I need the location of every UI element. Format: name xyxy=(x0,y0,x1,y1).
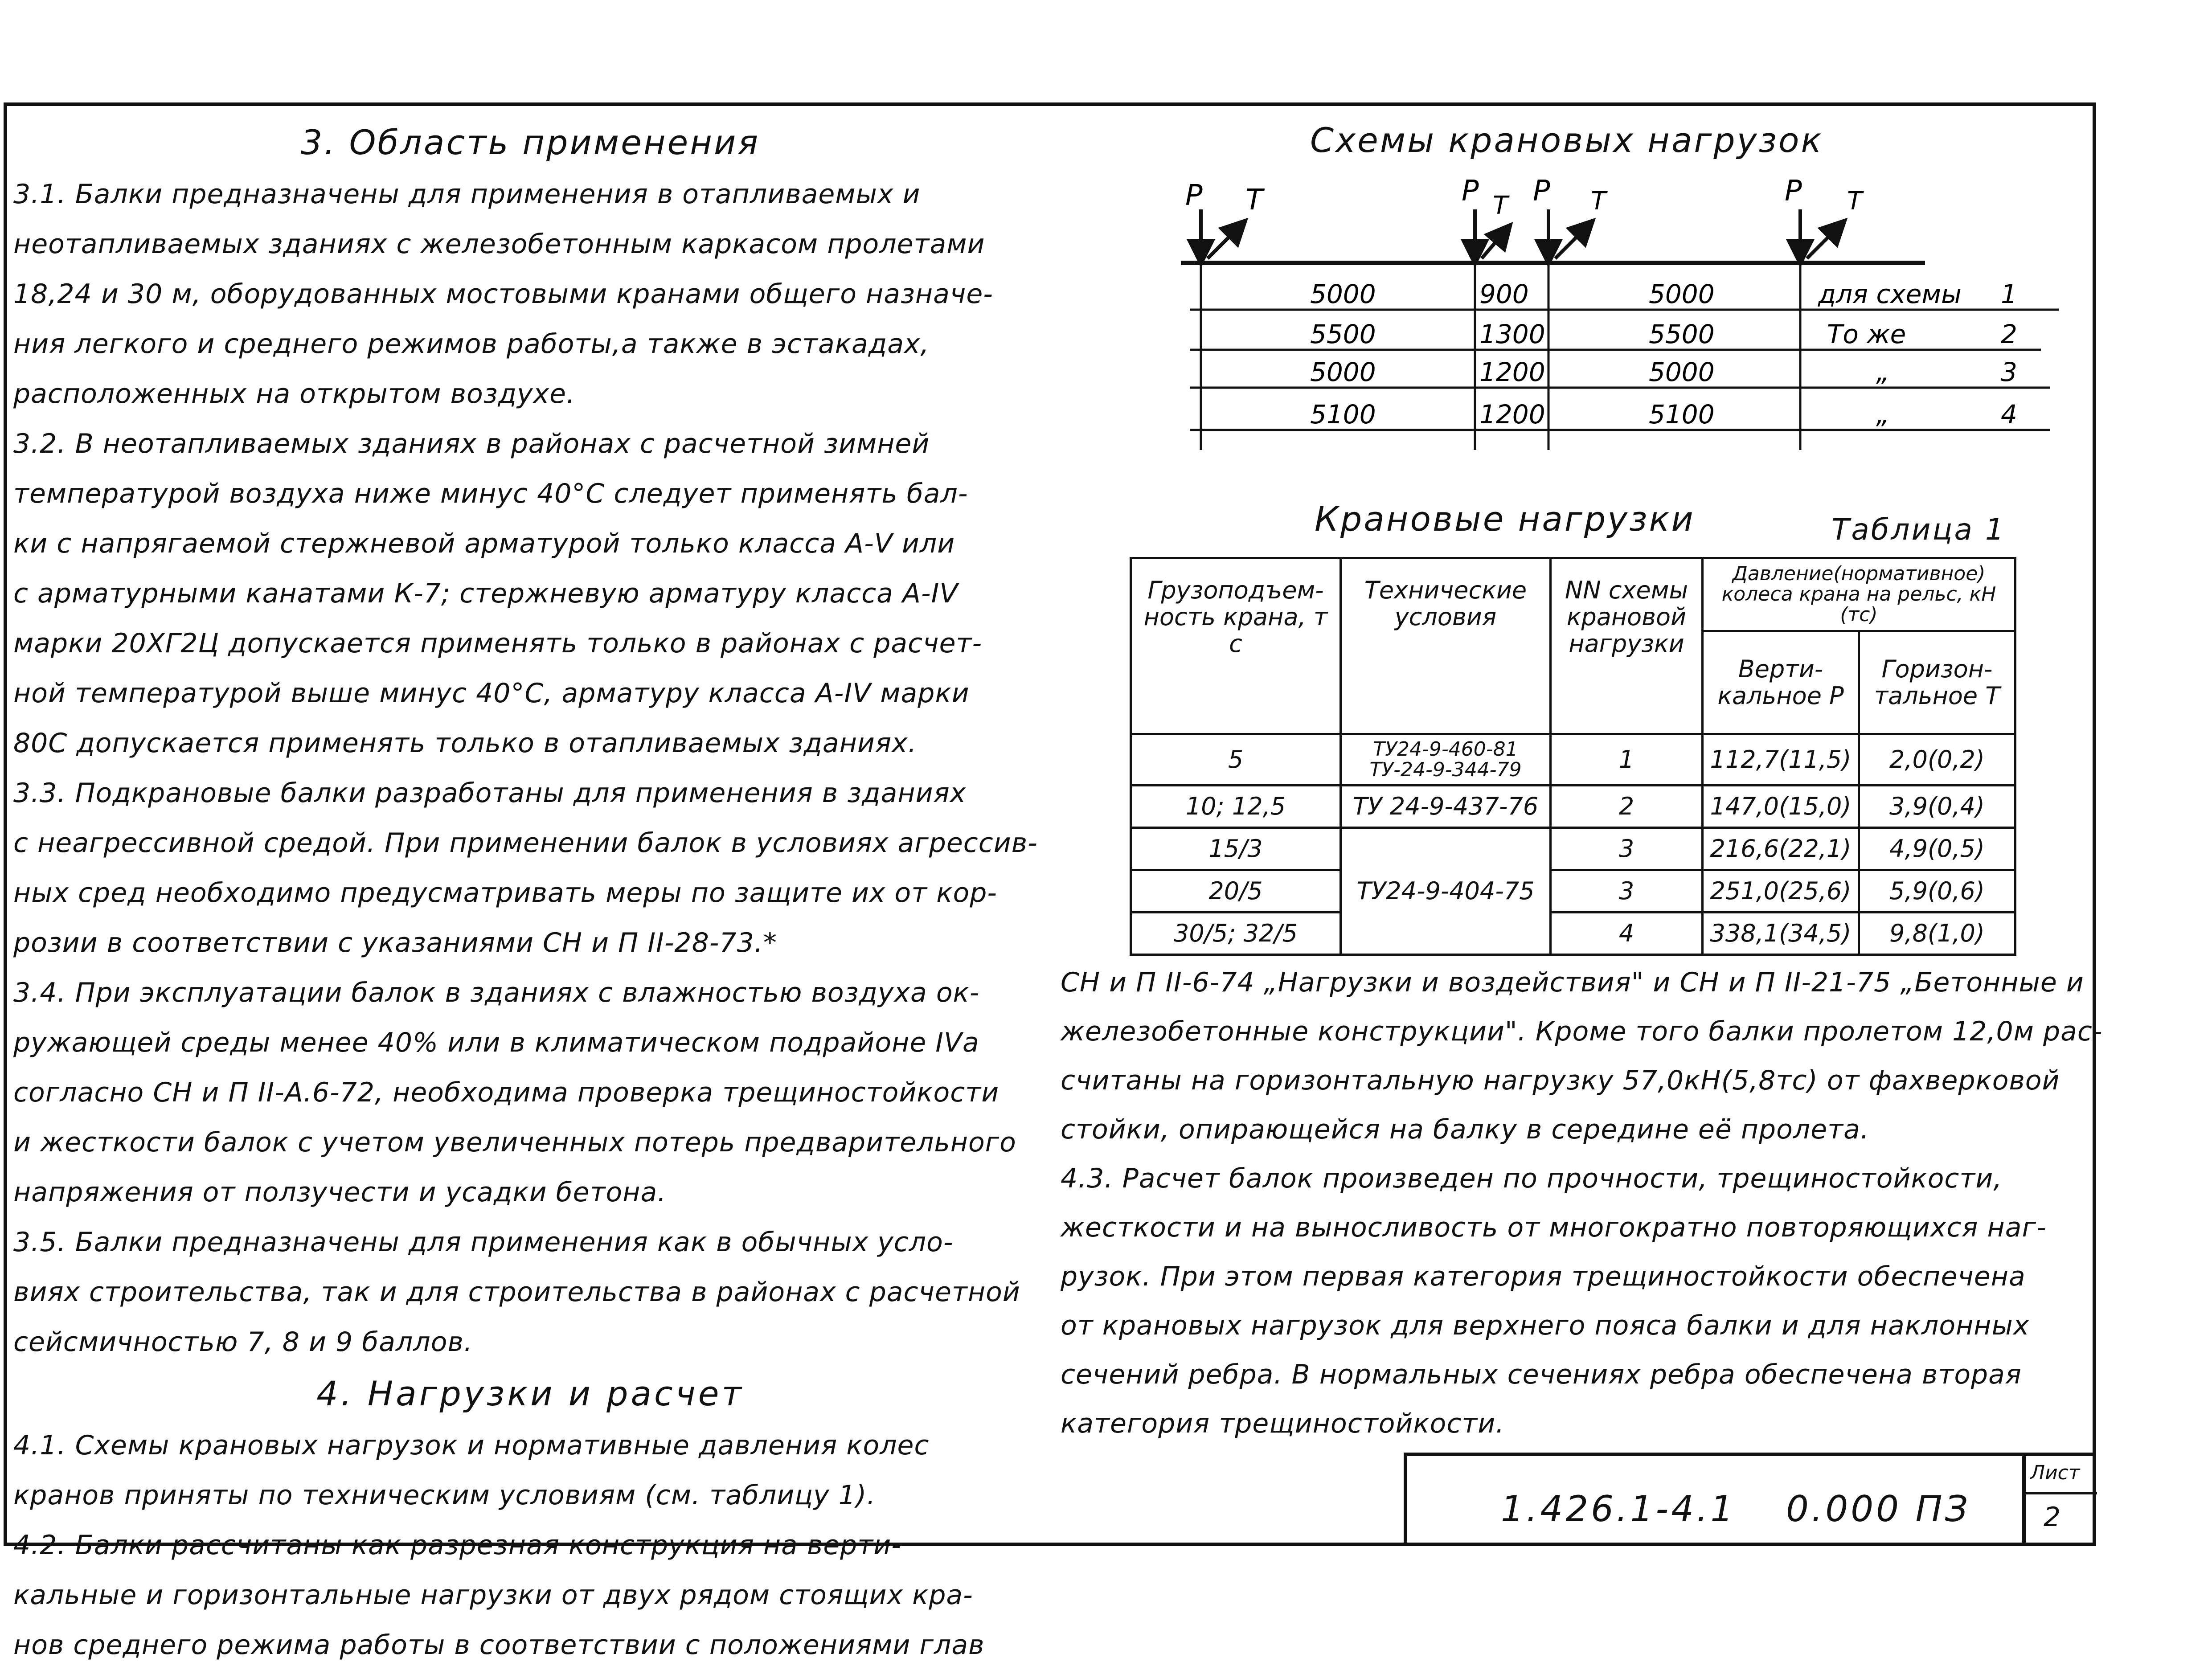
cell-capacity: 20/5 xyxy=(1131,870,1341,913)
text-line: 18,24 и 30 м, оборудованных мостовыми кранами общего назначе- xyxy=(13,278,993,310)
header-capacity: Грузоподъем-ность крана, т с xyxy=(1131,558,1341,734)
dim-b: 1200 xyxy=(1479,357,1545,387)
text-line: стойки, опирающейся на балку в середине её пролета. xyxy=(1061,1114,1869,1145)
dim-c: 5000 xyxy=(1649,357,1715,387)
section4-heading: 4. Нагрузки и расчет xyxy=(316,1374,744,1413)
dim-note: „ xyxy=(1876,399,1890,430)
cell-p: 251,0(25,6) xyxy=(1703,870,1859,913)
force-t-label: T xyxy=(1847,187,1863,216)
table-row xyxy=(1131,913,2015,955)
force-p-label: P xyxy=(1785,175,1802,208)
force-t-label: T xyxy=(1591,187,1606,216)
schemes-title: Схемы крановых нагрузок xyxy=(1310,120,1823,160)
cell-p: 338,1(34,5) xyxy=(1703,913,1859,955)
dim-c: 5500 xyxy=(1649,319,1715,349)
dim-a: 5500 xyxy=(1310,319,1376,349)
cell-p: 147,0(15,0) xyxy=(1703,786,1859,828)
text-line: кранов приняты по техническим условиям (см. таблицу 1). xyxy=(13,1480,876,1511)
dim-c: 5100 xyxy=(1649,399,1715,430)
dim-n: 4 xyxy=(2001,399,2017,430)
table-row xyxy=(1131,786,2015,828)
crane-loads-table xyxy=(1130,557,2016,956)
cell-p: 112,7(11,5) xyxy=(1703,734,1859,786)
text-line: сечений ребра. В нормальных сечениях ребра обеспечена вторая xyxy=(1061,1359,2022,1390)
dim-note: для схемы xyxy=(1818,279,1962,309)
table-row xyxy=(1131,870,2015,913)
cell-scheme: 3 xyxy=(1551,828,1703,870)
cell-capacity: 10; 12,5 xyxy=(1131,786,1341,828)
header-pressure: Давление(нормативное) колеса крана на рельс, кН (тс) xyxy=(1703,558,2015,631)
text-line: расположенных на открытом воздухе. xyxy=(13,378,576,409)
text-line: нов среднего режима работы в соответствии с положениями глав xyxy=(13,1629,985,1661)
cell-capacity: 15/3 xyxy=(1131,828,1341,870)
text-line: 4.3. Расчет балок произведен по прочности, трещиностойкости, xyxy=(1061,1163,2003,1194)
dim-c: 5000 xyxy=(1649,279,1715,309)
force-p-label: P xyxy=(1185,179,1203,212)
text-line: 3.2. В неотапливаемых зданиях в районах с расчетной зимней xyxy=(13,428,930,459)
text-line: 4.2. Балки рассчитаны как разрезная конструкция на верти- xyxy=(13,1530,901,1561)
text-line: ных сред необходимо предусматривать меры по защите их от кор- xyxy=(13,877,997,909)
text-line: жесткости и на выносливость от многократно повторяющихся наг- xyxy=(1061,1212,2047,1243)
table-header-row xyxy=(1131,558,2015,631)
force-p-label: P xyxy=(1462,175,1479,208)
dim-note: „ xyxy=(1876,357,1890,387)
cell-scheme: 1 xyxy=(1551,734,1703,786)
text-line: с неагрессивной средой. При применении балок в условиях агрессив- xyxy=(13,827,1038,859)
dim-note: То же xyxy=(1827,319,1906,349)
dim-a: 5100 xyxy=(1310,399,1376,430)
dim-n: 3 xyxy=(2001,357,2017,387)
cell-p: 216,6(22,1) xyxy=(1703,828,1859,870)
text-line: 3.5. Балки предназначены для применения как в обычных усло- xyxy=(13,1227,954,1258)
dim-a: 5000 xyxy=(1310,279,1376,309)
force-t-label: T xyxy=(1245,184,1263,217)
text-line: согласно СН и П II-А.6-72, необходима проверка трещиностойкости xyxy=(13,1077,999,1108)
cell-t: 4,9(0,5) xyxy=(1859,828,2015,870)
header-horizontal: Горизон-тальное Т xyxy=(1859,631,2015,734)
sheet-box xyxy=(2022,1453,2097,1544)
sheet-label: Лист xyxy=(2030,1461,2080,1484)
text-line: розии в соответствии с указаниями СН и П II-28-73.* xyxy=(13,927,777,958)
cell-t: 3,9(0,4) xyxy=(1859,786,2015,828)
force-group-2 xyxy=(1462,175,1510,261)
text-line: сейсмичностью 7, 8 и 9 баллов. xyxy=(13,1326,473,1358)
text-line: и жесткости балок с учетом увеличенных потерь предварительного xyxy=(13,1127,1016,1158)
table-label: Таблица 1 xyxy=(1831,512,2006,547)
text-line: 4.1. Схемы крановых нагрузок и нормативные давления колес xyxy=(13,1430,930,1461)
cell-capacity: 30/5; 32/5 xyxy=(1131,913,1341,955)
dim-n: 1 xyxy=(2001,279,2017,309)
left-column xyxy=(13,116,1047,1670)
text-line: СН и П II-6-74 „Нагрузки и воздействия" и СН и П II-21-75 „Бетонные и xyxy=(1061,967,2084,998)
cell-scheme: 2 xyxy=(1551,786,1703,828)
cell-t: 5,9(0,6) xyxy=(1859,870,2015,913)
force-t-label: T xyxy=(1493,191,1508,220)
force-p-label: P xyxy=(1533,175,1550,208)
title-block xyxy=(1404,1453,2093,1544)
dim-b: 1200 xyxy=(1479,399,1545,430)
header-scheme: NN схемы крановой нагрузки xyxy=(1551,558,1703,734)
section3-heading: 3. Область применения xyxy=(300,123,760,162)
text-line: рузок. При этом первая категория трещиностойкости обеспечена xyxy=(1061,1261,2026,1292)
cell-tu: ТУ24-9-404-75 xyxy=(1341,828,1551,955)
document-designation: 0.000 ПЗ xyxy=(1786,1488,1970,1530)
text-line: 3.3. Подкрановые балки разработаны для применения в зданиях xyxy=(13,778,967,809)
table-title: Крановые нагрузки xyxy=(1315,499,1695,539)
cell-t: 9,8(1,0) xyxy=(1859,913,2015,955)
text-line: с арматурными канатами К-7; стержневую арматуру класса А-IV xyxy=(13,578,959,609)
text-line: 3.1. Балки предназначены для применения в отапливаемых и xyxy=(13,179,921,210)
text-line: напряжения от ползучести и усадки бетона. xyxy=(13,1177,667,1208)
load-scheme-diagram xyxy=(1176,165,2068,459)
text-line: 80С допускается применять только в отапливаемых зданиях. xyxy=(13,728,917,759)
text-line: от крановых нагрузок для верхнего пояса балки и для наклонных xyxy=(1061,1310,2030,1341)
text-line: виях строительства, так и для строительства в районах с расчетной xyxy=(13,1277,1020,1308)
cell-t: 2,0(0,2) xyxy=(1859,734,2015,786)
dim-b: 900 xyxy=(1479,279,1529,309)
text-line: марки 20ХГ2Ц допускается применять только в районах с расчет- xyxy=(13,628,983,659)
text-line: температурой воздуха ниже минус 40°С следует применять бал- xyxy=(13,478,968,509)
cell-tu: ТУ24-9-460-81 ТУ-24-9-344-79 xyxy=(1341,734,1551,786)
force-group-1 xyxy=(1185,179,1265,261)
text-line: ной температурой выше минус 40°С, арматуру класса А-IV марки xyxy=(13,678,970,709)
text-line: считаны на горизонтальную нагрузку 57,0кН(5,8тс) от фахверковой xyxy=(1061,1065,2060,1096)
text-line: ки с напрягаемой стержневой арматурой только класса А-V или xyxy=(13,528,955,559)
sheet-number: 2 xyxy=(2044,1502,2061,1533)
text-line: железобетонные конструкции". Кроме того балки пролетом 12,0м рас- xyxy=(1061,1016,2103,1047)
right-column xyxy=(1061,958,2103,1448)
header-vertical: Верти-кальное Р xyxy=(1703,631,1859,734)
sheet-divider xyxy=(2026,1492,2097,1494)
dim-b: 1300 xyxy=(1479,319,1545,349)
table-row xyxy=(1131,734,2015,786)
cell-scheme: 3 xyxy=(1551,870,1703,913)
cell-capacity: 5 xyxy=(1131,734,1341,786)
text-line: категория трещиностойкости. xyxy=(1061,1408,1505,1439)
header-tu: Технические условия xyxy=(1341,558,1551,734)
table-row xyxy=(1131,828,2015,870)
cell-tu: ТУ 24-9-437-76 xyxy=(1341,786,1551,828)
force-group-3 xyxy=(1533,175,1608,261)
document-code: 1.426.1-4.1 xyxy=(1501,1488,1736,1530)
text-line: ружающей среды менее 40% или в климатическом подрайоне IVа xyxy=(13,1027,979,1058)
text-line: ния легкого и среднего режимов работы,а также в эстакадах, xyxy=(13,328,930,360)
text-line: неотапливаемых зданиях с железобетонным каркасом пролетами xyxy=(13,229,985,260)
dim-a: 5000 xyxy=(1310,357,1376,387)
text-line: 3.4. При эксплуатации балок в зданиях с влажностью воздуха ок- xyxy=(13,977,980,1008)
cell-scheme: 4 xyxy=(1551,913,1703,955)
force-group-4 xyxy=(1785,175,1864,261)
dim-n: 2 xyxy=(2001,319,2017,349)
text-line: кальные и горизонтальные нагрузки от двух рядом стоящих кра- xyxy=(13,1580,973,1611)
